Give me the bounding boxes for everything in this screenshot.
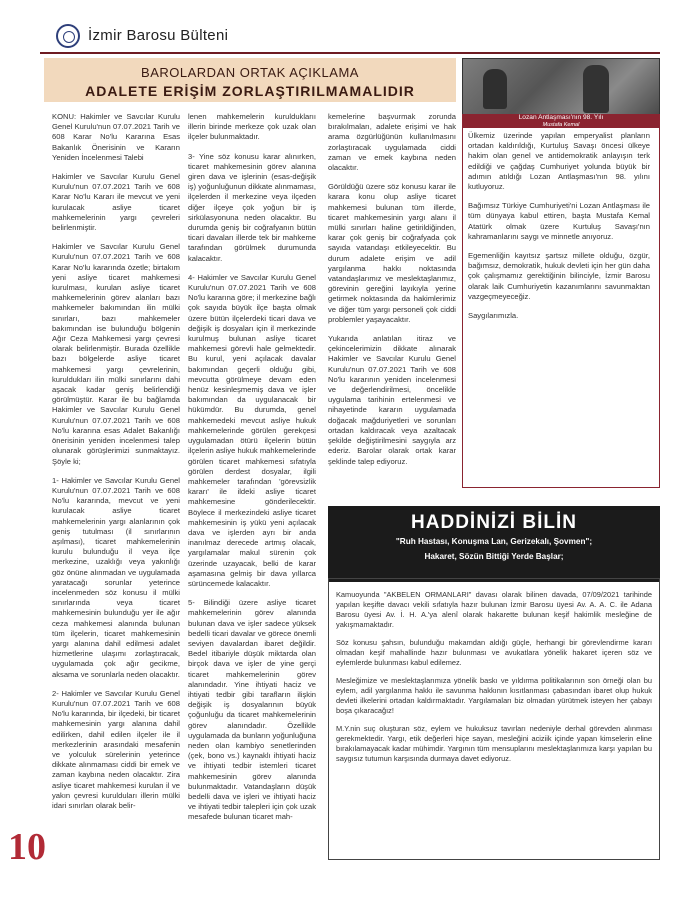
article-column-2 [188,112,316,884]
historic-photo [462,58,660,122]
page-header [40,0,660,52]
haddinizi-body [336,590,652,772]
header-divider [40,52,660,54]
paragraph: Kamuoyunda "AKBELEN ORMANLARI" davası olarak bilinen davada, 07/09/2021 tarihinde yapılan keşifte davacı vekili sıfatıyla hazır bulunan İzmir Barosu üyesi Av. A. A. C. ile Adana Barosu üyesi Av. İ. H. A.'ya alenî olarak hakarette bulunan keşif hakimlik mesleğine de yakışmamaktadır. [336,590,652,629]
haddinizi-title: HADDİNİZİ BİLİN [411,512,577,533]
paragraph: Görüldüğü üzere söz konusu karar ile karara konu olup asliye ticaret mahkemesi bulunan tüm illerde, ticaret mahkemesinin yargı alanı il mülki sınırları haline getirildiğinden, karar çok geniş bir coğrafyada çok sayıda vatandaşı etkileyecektir. Bu durum adalete erişim ve adil yargılanma hakkı noktasında vatandaşlarımız ve meslektaşlarımız, görevinin gereğini layıkıyla yerine getirmek noktasında da hakimlerimiz ve diğer tüm yargı personeli çok ciddi problemler yaşayacaktır. [328,182,456,324]
paragraph: KONU: Hakimler ve Savcılar Kurulu Genel Kurulu'nun 07.07.2021 Tarih ve 608 Karar No'lu Kararına Esas Bakanlık Önerisinin ve Kararın Yeniden İncelenmesi Talebi [52,112,180,162]
haddinizi-subtitle-2: Hakaret, Sözün Bittiği Yerde Başlar; [424,552,564,561]
paragraph: Saygılarımızla. [468,311,519,321]
photo-figure [483,69,507,109]
photo-caption [462,114,660,128]
paragraph: Bağımsız Türkiye Cumhuriyeti'ni Lozan Antlaşması ile tüm dünyaya kabul ettiren, başta Mustafa Kemal Atatürk olmak üzere Kurtuluş Savaşı'nın kahramanlarını saygı ve minnetle anıyoruz. [468,201,650,241]
paragraph: M.Y.nin suç oluşturan söz, eylem ve hukuksuz tavırları nedeniyle derhal görevden alınması gerekmektedir. Yargı, etik değerleri hiçe sayan, mesleğini aciziik içinde yapan kimselerin eline bırakılamayacak kadar mühimdir. Yargının tüm mensuplarını meslektaşlarımıza karşı yapılan bu saygısız tutumun karşısında durmaya davet ediyoruz. [336,724,652,763]
article-column-1 [52,112,180,884]
bar-association-seal-icon [56,24,80,48]
paragraph: Söz konusu şahsın, bulunduğu makamdan aldığı güçle, herhangi bir görevlendirme kararı olmadan keşif mahallinde hazır bulunması ve avukatlara yönelik hakaret içeren söz ve eylemlerde bulunması kabul edilemez. [336,638,652,667]
paragraph: Hakimler ve Savcılar Kurulu Genel Kurulu'nun 07.07.2021 Tarih ve 608 Karar No'lu kararında özetle; birtakım yeni asliye ticaret mahkemesi kurulması, kurulan asliye ticaret mahkemelerinin görev alanları bazı mahkemeler bakımından ilin mülki sınırları, bazı mahkemeler bakımından ise bulunduğu bölgenin Ağır Ceza Mahkemesi yargı çevresi olarak belirlenmiştir. Burada özellikle bazı bölgelerde asliye ticaret mahkemesi yargı çevrelerinin, kuruldukları ilin mülki sınırlarını dahi aşacak kadar geniş belirlendiği görülmüştür. Karar ile bu bağlamda Hakimler ve Savcılar Kurulu Genel Kurulu'nun 07.07.2021 Tarih ve 608 No'lu kararına esas Adalet Bakanlığı önerisinin yeniden incelenmesi talep olunarak görüşlerimizi sunmaktayız. Şöyle ki; [52,242,180,466]
bulletin-title: İzmir Barosu Bülteni [88,27,229,44]
banner-kicker: BAROLARDAN ORTAK AÇIKLAMA [141,65,359,80]
paragraph: Hakimler ve Savcılar Kurulu Genel Kurulu'nun 07.07.2021 Tarih ve 608 Karar No'lu Kararı ile mevcut ve yeni kurulacak asliye ticaret mahkemelerinin yargı çevreleri belirlenmiştir. [52,172,180,233]
haddinizi-subtitle: "Ruh Hastası, Konuşma Lan, Gerizekalı, Şovmen"; [395,537,593,546]
paragraph: Mesleğimize ve meslektaşlarımıza yönelik baskı ve yıldırma politikalarının son örneği olan bu eylem, adil yargılanma hakkı ile savunma hakkının kısıtlanması çabasından ibaret olup hukuk devleti ilkelerini ortadan kaldırmaktadır. Yargılamaları biz olmadan yürütmek isteyen her çabayı boşa çıkaracağız! [336,676,652,715]
article-banner [44,58,456,102]
paragraph: 4- Hakimler ve Savcılar Kurulu Genel Kurulu'nun 07.07.2021 Tarih ve 608 No'lu kararına göre; il merkezine bağlı çok sayıda büyük ilçe başta olmak üzere bütün ilçelerdeki ticari dava ve değişik iş dosyaları için il merkezinde kurulmuş bulunan asliye ticaret mahkemesi görevli hale gelmektedir. Bu kurul, yeni açılacak davalar bakımından geçerli olduğu gibi, mevcutta görülmeye devam eden henüz kesinleşmemiş dava ve işler bakımından da uygulanacak bir hükümdür. Bu durumda, genel mahkemedeki mevcut asliye hukuk mahkemelerinde görülen gerekçesi uygulamadan ötürü ilçelerin bütün ilçelerin asliye hukuk mahkemelerinde görülen ticaret mahkemesi sıfatıyla görülen derdest dosyalar, ilgili mahkemeler tarafından 'görevsizlik kararı' ile ildeki asliye ticaret mahkemesine gönderilecektir. Böylece il merkezindeki asliye ticaret mahkemesinin iş yükü yeni açılacak dava ve işlerden ayrı bir anda inanılmaz derecede artmış olacak, yargılamalar makul sürenin çok üzerinde uzayacak, belki de karar aşamasına gelmiş bir dava yıllarca sürüncemede kalacaktır. [188,272,316,588]
paragraph: lenen mahkemelerin kurulduklarıı illerin birinde merkeze çok uzak olan ilçeler bulunmaktadır. [188,112,316,142]
photo-caption-text: Lozan Antlaşması'nın 98. Yılı [518,114,604,121]
photo-signature: Mustafa Kemal [542,122,580,128]
paragraph: Ülkemiz üzerinde yapılan emperyalist planların ortadan kaldırıldığı, Kurtuluş Savaşı öncesi ülkeye hakim olan genel ve antidemokratik anlayışın terk edildiği ve çağdaş Cumhuriyet yolunda büyük bir adımın atıldığı Lozan Antlaşması'nın 98. yılını kutluyoruz. [468,131,650,192]
paragraph: 3- Yine söz konusu karar alınırken, ticaret mahkemesinin görev alanına giren dava ve işlerinin (esas-değişik iş) yoğunluğunun dikkate alınmaması, ilçelerden il merkezine veya ilçeden diğer ilçeye çok yoğun bir iş sirkülasyonuna neden olacaktır. Bu durumda geniş bir coğrafyanın bütün ticari davaları illerde tek bir mahkeme tarafından görülmek durumunda kalacaktır. [188,151,316,263]
paragraph: 1- Hakimler ve Savcılar Kurulu Genel Kurulu'nun 07.07.2021 Tarih ve 608 No'lu kararında, mevcut ve yeni kurulacak asliye ticaret mahkemelerinin yargı alanlarının çok geniş tutulması (il sınırlarının aşılması), ticaret mahkemelerinin kurulu bulunduğu il veya ilçe merkezine, uzaklığı veya yakınlığı göz önüne alınmadan ve uygulamada yaratacağı sorunlar yeterince incelenmeden söz konusu il mülki sınırlarında veya ticaret mahkemesinin bulunduğu yer ile ağır ceza mahkemesi alanında bulunan tüm ilçelerin, ticaret mahkemesinin yargı alanına dahil edilmesi adalet hizmetlerine ulaşımı zorlaştıracak, uygulamada çok ağır gecikme, aksama ve sorunlarla neden olacaktır. [52,475,180,679]
paragraph: Yukarıda anlatılan itiraz ve çekincelerimizin dikkate alınarak Hakimler ve Savcılar Kurulu Genel Kurulu'nun 07.07.2021 Tarih ve 608 No'lu kararının yeniden incelenmesi ve değerlendirilmesi, öncelikle uygulama tarihinin ertelenmesi ve nihayetinde kararın uygulamada doğacak mağduriyetleri ve sorunları ortadan kaldıracak veya azaltacak şekilde değiştirilmesini saygıyla arz ederiz. Barolar olarak ortak karar şeklinde talep ediyoruz. [328,334,456,466]
article-headline: ADALETE ERİŞİM ZORLAŞTIRILMAMALIDIR [85,83,415,99]
paragraph: 2- Hakimler ve Savcılar Kurulu Genel Kurulu'nun 07.07.2021 Tarih ve 608 No'lu kararında, bir ilçedeki, bir ticaret mahkemesinin yargı alanına dahil edilirken, dahil edilen ilçeler ile il merkezlerinin arasındaki mesafenin ve yolculuk sürelerinin yeterince dikkate alınmaması ciddi bir emek ve zaman kaybına neden olacaktır. Zira asliye ticaret mahkemesi kurulan il ve yakın çevresi kurulduları illerin mülki idari sınırları olarak belir- [52,688,180,810]
paragraph: kemelerine başvurmak zorunda bırakılmaları, adalete erişimi ve hak arama özgürlüğünün kullanılmasını zorlaştıracak uygulamada ciddi zaman ve emek kaybına neden olacaktır. [328,112,456,173]
page-number: 10 [8,826,46,868]
paragraph: 5- Bilindiği üzere asliye ticaret mahkemelerinin görev alanında bulunan dava ve işler sadece yüksek bedelli ticari davalar ve görece önemli seviyen davalardan ibaret değildir. Bedel itibariyle düşük miktarda olan birçok dava ve işler de yine gerçi ticaret mahkemelerinin görev alanındadır. Yine ihtiyati haciz ve ihtiyati tedbir gibi tarafların ilişkin değişik iş dosyalarının büyük çoğunluğu da ticaret mahkemelerinin görev alanındadır. Özellikle uygulamada da bunların yoğunluğuna neden olan kambiyo senetlerinden (çek, bono vs.) kaynaklı ihtiyati haciz ve ihtiyati tedbir istemleri ticaret mahkemesinin görev alanında bulunmaktadır. Vatandaşların düşük bedelli dava ve işleri ve ihtiyati haciz ve ihtiyati tedbir talepleri için çok uzak mesafede bulunan ticaret mah- [188,598,316,822]
haddinizi-header [328,506,660,582]
photo-figure [583,65,609,113]
article-column-3 [328,112,456,492]
lozan-sidebar [468,131,650,330]
paragraph: Egemenliğin kayıtsız şartsız millete olduğu, özgür, bağımsız, demokratik, hukuk devleti için her gün daha çok çalışmamız gerektiğinin bilinciyle, İzmir Barosu olarak laik Cumhuriyetin kazanımlarını savunmaktan vazgeçmeyeceğiz. [468,251,650,301]
